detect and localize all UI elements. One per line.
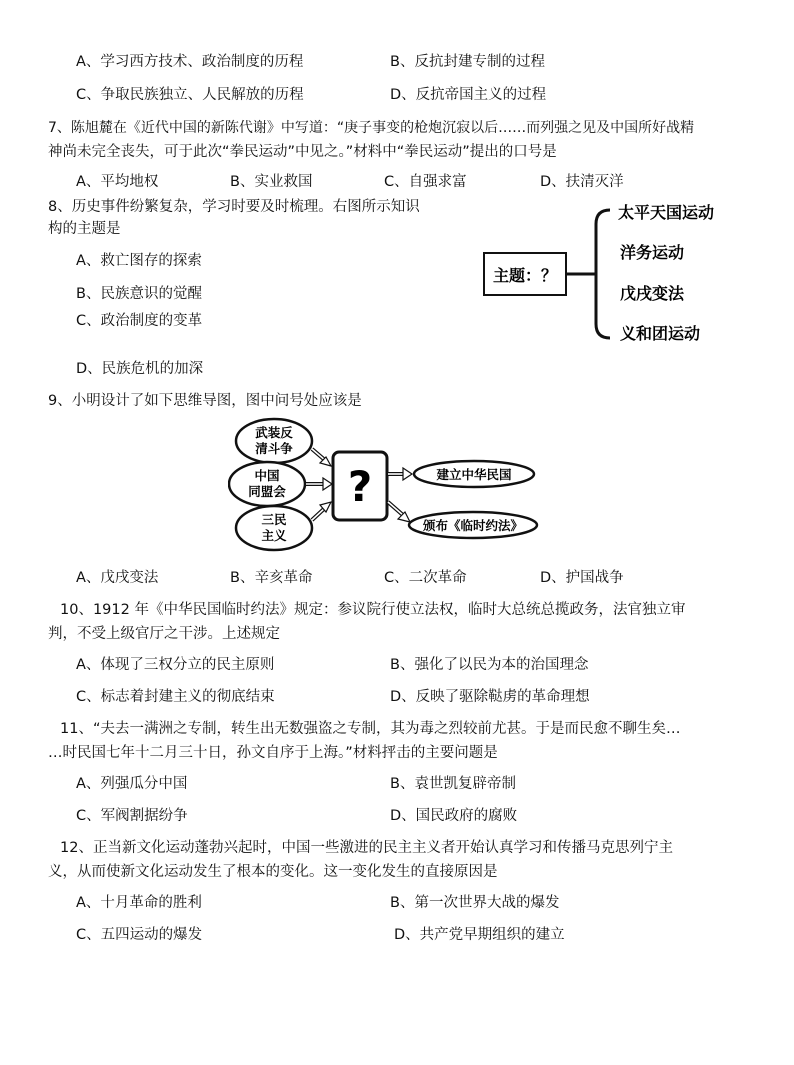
q10-option-d: D、反映了驱除鞑虏的革命理想: [390, 689, 590, 705]
q9-arrow-2: [306, 478, 332, 490]
q9-option-d: D、护国战争: [540, 570, 624, 586]
q7-stem-line1: 7、陈旭麓在《近代中国的新陈代谢》中写道：“庚子事变的枪炮沉寂以后……而列强之见及中国所好战精: [48, 120, 695, 136]
q9-option-a: A、戊戌变法: [76, 570, 159, 586]
q9-option-c: C、二次革命: [384, 570, 467, 586]
q8-topic-label: 主题：？: [492, 266, 558, 285]
q7-option-d: D、扶清灭洋: [540, 174, 624, 190]
q12-stem-line2: 义，从而使新文化运动发生了根本的变化。这一变化发生的直接原因是: [48, 864, 498, 880]
q10-stem-line1: 10、1912 年《中华民国临时约法》规定：参议院行使立法权，临时大总统总揽政务，法官独立审: [60, 602, 686, 618]
q6-option-b: B、反抗封建专制的过程: [390, 54, 545, 70]
q11-stem-line2: …时民国七年十二月三十日，孙文自序于上海。”材料抨击的主要问题是: [48, 745, 498, 761]
q8-option-b: B、民族意识的觉醒: [76, 286, 202, 302]
q7-option-c: C、自强求富: [384, 174, 467, 190]
q6-option-c: C、争取民族独立、人民解放的历程: [76, 87, 304, 103]
q8-bracket: [596, 210, 610, 338]
q9-node-tongmenghui-l1: 中国: [254, 468, 280, 483]
q10-option-a: A、体现了三权分立的民主原则: [76, 657, 275, 673]
q9-node-provisional-constitution-label: 颁布《临时约法》: [422, 518, 524, 533]
q12-option-b: B、第一次世界大战的爆发: [390, 895, 560, 911]
q9-node-found-roc-label: 建立中华民国: [436, 467, 512, 482]
q9-node-three-principles-l1: 三民: [261, 512, 287, 527]
q7-stem-line2: 神尚未完全丧失，可于此次“拳民运动”中见之。”材料中“拳民运动”提出的口号是: [48, 144, 557, 160]
q11-stem-line1: 11、“夫去一满洲之专制，转生出无数强盗之专制，其为毒之烈较前尤甚。于是而民愈不聊生矣…: [60, 721, 681, 737]
q7-option-a: A、平均地权: [76, 174, 159, 190]
q8-item-4: 义和团运动: [620, 324, 701, 343]
q6-option-d: D、反抗帝国主义的过程: [390, 87, 547, 103]
q8-stem-line2: 构的主题是: [48, 221, 121, 237]
q10-option-b: B、强化了以民为本的治国理念: [390, 657, 589, 673]
q12-stem-line1: 12、正当新文化运动蓬勃兴起时，中国一些激进的民主主义者开始认真学习和传播马克思列宁主: [60, 840, 673, 856]
q8-option-a: A、救亡图存的探索: [76, 253, 202, 269]
q9-question-mark: ?: [347, 462, 373, 511]
q9-node-armed-struggle-l1: 武装反: [255, 425, 293, 440]
q9-arrow-3: [312, 502, 331, 520]
q8-topic-diagram: [478, 196, 738, 356]
q8-item-2: 洋务运动: [620, 243, 685, 262]
q10-stem-line2: 判，不受上级官厅之干涉。上述规定: [48, 626, 280, 642]
q11-option-d: D、国民政府的腐败: [390, 808, 518, 824]
q7-option-b: B、实业救国: [230, 174, 313, 190]
q9-stem-line1: 9、小明设计了如下思维导图，图中问号处应该是: [48, 393, 362, 409]
q9-node-three-principles-l2: 主义: [261, 528, 287, 543]
q9-option-b: B、辛亥革命: [230, 570, 313, 586]
q10-option-c: C、标志着封建主义的彻底结束: [76, 689, 275, 705]
q8-stem-line1: 8、历史事件纷繁复杂，学习时要及时梳理。右图所示知识: [48, 199, 420, 215]
q8-item-3: 戊戌变法: [620, 284, 685, 303]
q9-arrow-1: [312, 449, 331, 466]
q6-option-a: A、学习西方技术、政治制度的历程: [76, 54, 304, 70]
q12-option-d: D、共产党早期组织的建立: [394, 927, 565, 943]
q11-option-a: A、列强瓜分中国: [76, 776, 188, 792]
q8-item-1: 太平天国运动: [618, 203, 715, 222]
q8-option-d: D、民族危机的加深: [76, 361, 204, 377]
q9-mind-map: [228, 416, 568, 556]
q9-node-armed-struggle-l2: 清斗争: [255, 441, 293, 456]
q11-option-b: B、袁世凯复辟帝制: [390, 776, 516, 792]
q9-arrow-4: [388, 468, 412, 480]
q12-option-c: C、五四运动的爆发: [76, 927, 203, 943]
q9-arrow-5: [388, 502, 410, 522]
q12-option-a: A、十月革命的胜利: [76, 895, 202, 911]
q11-option-c: C、军阀割据纷争: [76, 808, 188, 824]
q8-option-c: C、政治制度的变革: [76, 313, 203, 329]
q9-node-tongmenghui-l2: 同盟会: [248, 484, 286, 499]
